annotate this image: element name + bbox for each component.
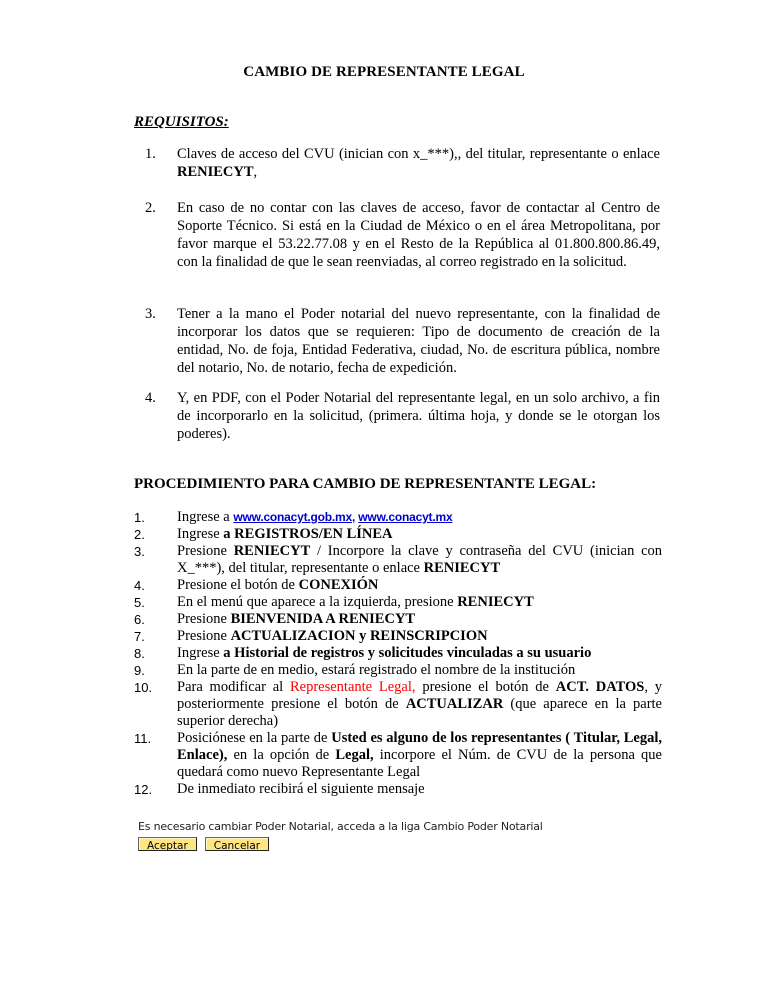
requisito-4 [134, 389, 660, 443]
dialog-buttons [138, 837, 543, 851]
step-11: 11. Posiciónese en la parte de Usted es alguno de los representantes ( Titular, Legal, Enlace), en la opción de Legal, incorpore el Núm. de CVU de la persona que quedará como nuevo Representante Legal [134, 730, 662, 780]
step-2: 2. Ingrese a REGISTROS/EN LÍNEA [134, 526, 393, 542]
requisito-1 [134, 145, 660, 181]
step-9: 9. En la parte de en medio, estará registrado el nombre de la institución [134, 662, 576, 678]
dialog-message: Es necesario cambiar Poder Notarial, acceda a la liga Cambio Poder Notarial [138, 820, 543, 833]
notice-dialog [138, 820, 543, 851]
step-10: 10. Para modificar al Representante Legal, presione el botón de ACT. DATOS, y posteriormente presione el botón de ACTUALIZAR (que aparece en la parte superior derecha) [134, 679, 663, 729]
step-12: 12. De inmediato recibirá el siguiente mensaje [134, 781, 425, 797]
requisito-text: En caso de no contar con las claves de acceso, favor de contactar al Centro de Soporte Técnico. Si está en la Ciudad de México o en el área Metropolitana, por favor marque el 53.22.77.08 y en el Resto de la República al 01.800.800.86.49, con la finalidad de que le sean reenviadas, al correo registrado en la solicitud. [177, 200, 660, 270]
requisito-number: 2. [145, 200, 156, 216]
cancel-button[interactable]: Cancelar [205, 837, 269, 851]
conacyt-link[interactable]: www.conacyt.mx [358, 510, 453, 524]
requisito-3 [134, 305, 660, 377]
step-1: 1. Ingrese a www.conacyt.gob.mx, www.conacyt.mx [134, 509, 453, 525]
requisito-number: 3. [145, 306, 156, 322]
step-5: 5. En el menú que aparece a la izquierda, presione RENIECYT [134, 594, 534, 610]
requisito-number: 4. [145, 390, 156, 406]
step-6: 6. Presione BIENVENIDA A RENIECYT [134, 611, 416, 627]
conacyt-gob-link[interactable]: www.conacyt.gob.mx [233, 510, 353, 524]
requisitos-heading: REQUISITOS: [134, 114, 229, 130]
requisito-text: Y, en PDF, con el Poder Notarial del representante legal, en un solo archivo, a fin de incorporarlo en la solicitud, (primera. última hoja, y donde se le otorgan los poderes). [177, 390, 660, 442]
requisito-2 [134, 199, 660, 271]
step-4: 4. Presione el botón de CONEXIÓN [134, 577, 379, 593]
accept-button[interactable]: Aceptar [138, 837, 197, 851]
representante-legal-highlight: Representante Legal, [289, 679, 416, 695]
requisito-text: Tener a la mano el Poder notarial del nuevo representante, con la finalidad de incorporar los datos que se requieren: Tipo de documento de creación de la entidad, No. de foja, Entidad Federativa, ciudad, No. de escritura pública, nombre del notario, No. de notario, fecha de expedición. [177, 306, 660, 376]
procedimiento-heading: PROCEDIMIENTO PARA CAMBIO DE REPRESENTANTE LEGAL: [134, 476, 597, 492]
requisito-number: 1. [145, 146, 156, 162]
step-7: 7. Presione ACTUALIZACION y REINSCRIPCION [134, 628, 488, 644]
requisito-text: Claves de acceso del CVU (inician con x_***),, del titular, representante o enlace RENIECYT, [177, 146, 660, 180]
page-title: CAMBIO DE REPRESENTANTE LEGAL [243, 64, 525, 80]
procedure-steps [134, 509, 662, 798]
step-8: 8. Ingrese a Historial de registros y solicitudes vinculadas a su usuario [134, 645, 592, 661]
step-3: 3. Presione RENIECYT / Incorpore la clave y contraseña del CVU (inician con X_***), del titular, representante o enlace RENIECYT [134, 543, 663, 576]
